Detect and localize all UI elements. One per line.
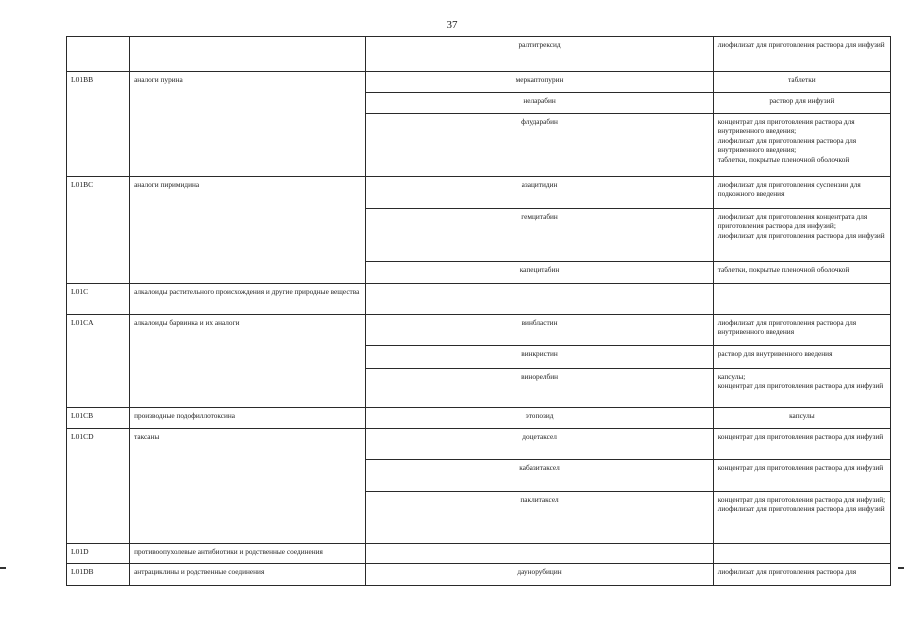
dosage-form-cell xyxy=(713,315,890,346)
dosage-form-cell xyxy=(713,492,890,544)
left-margin-mark xyxy=(0,567,6,569)
dosage-form-line: капсулы xyxy=(789,411,815,420)
table-row xyxy=(67,72,891,93)
group-name-cell: аналоги пиримидина xyxy=(130,177,366,284)
dosage-form-line: концентрат для приготовления раствора для инфузий xyxy=(717,432,884,441)
dosage-form-cell xyxy=(713,369,890,408)
drug-name-cell: азацитидин xyxy=(366,177,713,209)
group-name-cell: противоопухолевые антибиотики и родственные соединения xyxy=(130,544,366,564)
drug-name-cell: винорелбин xyxy=(366,369,713,408)
group-name-cell: антрациклины и родственные соединения xyxy=(130,564,366,586)
dosage-form-cell xyxy=(713,72,890,93)
drug-name-cell: паклитаксел xyxy=(366,492,713,544)
table-row xyxy=(67,564,891,586)
drug-name-cell: меркаптопурин xyxy=(366,72,713,93)
group-name-cell xyxy=(130,37,366,72)
dosage-form-line: таблетки, покрытые пленочной оболочкой xyxy=(717,265,850,274)
page-number: 37 xyxy=(446,19,458,31)
atc-code-cell: L01DB xyxy=(67,564,130,586)
table-row xyxy=(67,429,891,460)
dosage-form-line: лиофилизат для приготовления раствора для инфузий xyxy=(717,230,885,240)
table-row xyxy=(67,408,891,429)
dosage-form-cell xyxy=(713,114,890,177)
table-row xyxy=(67,177,891,209)
drug-name-cell: ралтитрексид xyxy=(366,37,713,72)
dosage-form-cell xyxy=(713,408,890,429)
atc-code-cell: L01CD xyxy=(67,429,130,544)
group-name-cell: алкалоиды барвинка и их аналоги xyxy=(130,315,366,408)
dosage-form-line: таблетки, покрытые пленочной оболочкой xyxy=(717,154,850,164)
table-row xyxy=(67,544,891,564)
dosage-form-cell xyxy=(713,209,890,262)
dosage-form-cell xyxy=(713,37,890,72)
group-name-cell: алкалоиды растительного происхождения и другие природные вещества xyxy=(130,284,366,315)
dosage-form-line: лиофилизат для приготовления раствора для внутривенного введения xyxy=(717,318,857,337)
drug-name-cell: гемцитабин xyxy=(366,209,713,262)
atc-code-cell: L01BB xyxy=(67,72,130,177)
dosage-form-cell xyxy=(713,544,890,564)
group-name-cell: производные подофиллотоксина xyxy=(130,408,366,429)
atc-code-cell: L01C xyxy=(67,284,130,315)
table-row xyxy=(67,284,891,315)
dosage-form-line: лиофилизат для приготовления концентрата для приготовления раствора для инфузий; xyxy=(717,212,868,231)
dosage-form-line: лиофилизат для приготовления суспензии для подкожного введения xyxy=(717,180,861,199)
drug-name-cell: винбластин xyxy=(366,315,713,346)
atc-code-cell xyxy=(67,37,130,72)
dosage-form-line: лиофилизат для приготовления раствора для xyxy=(717,567,857,576)
atc-code-cell: L01CB xyxy=(67,408,130,429)
drug-name-cell xyxy=(366,284,713,315)
dosage-form-line: лиофилизат для приготовления раствора для инфузий xyxy=(717,504,885,514)
drug-name-cell xyxy=(366,544,713,564)
drug-name-cell: винкристин xyxy=(366,346,713,369)
dosage-form-line: лиофилизат для приготовления раствора для инфузий xyxy=(717,40,885,49)
atc-code-cell: L01CA xyxy=(67,315,130,408)
dosage-form-line: лиофилизат для приготовления раствора для внутривенного введения; xyxy=(717,135,857,155)
drug-name-cell: доцетаксел xyxy=(366,429,713,460)
dosage-form-line: капсулы; xyxy=(717,372,746,381)
dosage-form-cell xyxy=(713,93,890,114)
dosage-form-line: концентрат для приготовления раствора для инфузий; xyxy=(717,495,886,504)
dosage-form-cell xyxy=(713,262,890,284)
drug-name-cell: даунорубицин xyxy=(366,564,713,586)
dosage-form-cell xyxy=(713,177,890,209)
dosage-form-line: концентрат для приготовления раствора для внутривенного введения; xyxy=(717,117,855,136)
dosage-form-cell xyxy=(713,460,890,492)
right-margin-mark xyxy=(898,567,904,569)
dosage-form-line: концентрат для приготовления раствора для инфузий xyxy=(717,381,884,391)
drug-name-cell: капецитабин xyxy=(366,262,713,284)
group-name-cell: таксаны xyxy=(130,429,366,544)
dosage-form-line: раствор для внутривенного введения xyxy=(717,349,833,358)
table-row xyxy=(67,37,891,72)
dosage-form-cell xyxy=(713,284,890,315)
drug-table xyxy=(66,36,891,586)
dosage-form-cell xyxy=(713,429,890,460)
atc-code-cell: L01BC xyxy=(67,177,130,284)
dosage-form-cell xyxy=(713,346,890,369)
atc-code-cell: L01D xyxy=(67,544,130,564)
drug-name-cell: кабазитаксел xyxy=(366,460,713,492)
drug-name-cell: неларабин xyxy=(366,93,713,114)
dosage-form-line: таблетки xyxy=(788,75,816,84)
table-row xyxy=(67,315,891,346)
dosage-form-cell xyxy=(713,564,890,586)
drug-name-cell: этопозид xyxy=(366,408,713,429)
drug-name-cell: флударабин xyxy=(366,114,713,177)
dosage-form-line: концентрат для приготовления раствора для инфузий xyxy=(717,463,884,472)
dosage-form-line: раствор для инфузий xyxy=(769,96,835,105)
group-name-cell: аналоги пурина xyxy=(130,72,366,177)
